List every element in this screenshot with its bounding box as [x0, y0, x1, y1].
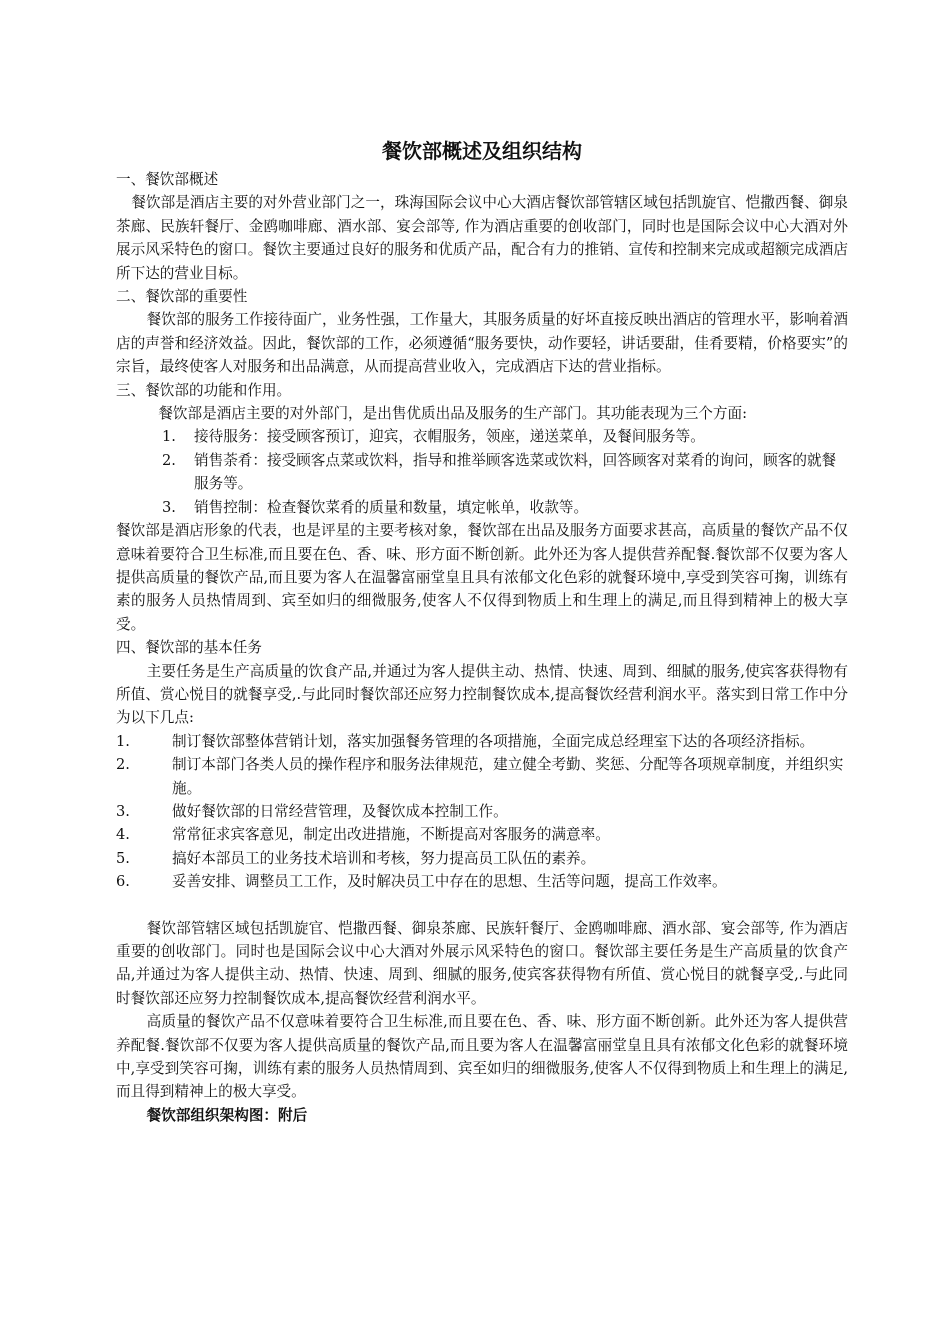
list-item: 4. 常常征求宾客意见，制定出改进措施，不断提高对客服务的满意率。 — [116, 826, 610, 844]
functions-intro: 餐饮部是酒店主要的对外部门，是出售优质出品及服务的生产部门。其功能表现为三个方面: — [158, 405, 747, 423]
closing-paragraph-1: 餐饮部管辖区域包括凯旋官、恺撒西餐、御泉茶廊、民族轩餐厅、金鸥咖啡廊、酒水部、宴会部等, 作为酒店重要的创收部门。同时也是国际会议中心大酒对外展示风采特色的窗口。餐饮部主要任务是生产高质量的饮食产品,并通过为客人提供主动、热情、快速、周到、细腻的服务,使宾客获得物有所值、赏心悦目的就餐享受,.与此同时餐饮部还应努力控制餐饮成本,提高餐饮经营利润水平。 — [116, 919, 848, 1007]
list-item: 3. 做好餐饮部的日常经营管理，及餐饮成本控制工作。 — [116, 802, 508, 820]
section-heading-tasks: 四、餐饮部的基本任务 — [116, 639, 262, 657]
functions-paragraph: 餐饮部是酒店形象的代表，也是评星的主要考核对象，餐饮部在出品及服务方面要求甚高，高质量的餐饮产品不仅意味着要符合卫生标准,而且要在色、香、味、形方面不断创新。此外还为客人提供营养配餐.餐饮部不仅要为客人提供高质量的餐饮产品,而且要为客人在温馨富丽堂皇且具有浓郁文化色彩的就餐环境中,享受到笑容可掬，训练有素的服务人员热情周到、宾至如归的细微服务,使客人不仅得到物质上和生理上的满足,而且得到精神上的极大享受。 — [116, 522, 848, 633]
overview-paragraph: 餐饮部是酒店主要的对外营业部门之一，珠海国际会议中心大酒店餐饮部管辖区域包括凯旋官、恺撒西餐、御泉茶廊、民族轩餐厅、金鸥咖啡廊、酒水部、宴会部等, 作为酒店重要的创收部门，同时也是国际会议中心大酒对外展示风采特色的窗口。餐饮主要通过良好的服务和优质产品，配合有力的推销、宣传和控制来完成或超额完成酒店所下达的营业目标。 — [116, 194, 848, 282]
org-chart-note: 餐饮部组织架构图：附后 — [146, 1106, 308, 1124]
list-item: 6. 妥善安排、调整员工工作，及时解决员工中存在的思想、生活等问题，提高工作效率。 — [116, 873, 727, 891]
page-title: 餐饮部概述及组织结构 — [382, 139, 582, 163]
spacer — [116, 894, 848, 917]
list-item: 5. 搞好本部员工的业务技术培训和考核，努力提高员工队伍的素养。 — [116, 849, 596, 867]
section-heading-importance: 二、餐饮部的重要性 — [116, 288, 248, 306]
functions-list — [116, 425, 848, 519]
tasks-list — [116, 730, 848, 894]
list-item: 2. 销售荼肴：接受顾客点菜或饮料，指导和推举顾客选菜或饮料，回答顾客对菜肴的询问，顾客的就餐服务等。 — [162, 451, 837, 493]
list-item: 3. 销售控制：检查餐饮菜肴的质量和数量，填定帐单，收款等。 — [162, 498, 589, 516]
section-heading-overview: 一、餐饮部概述 — [116, 171, 219, 188]
closing-paragraph-2: 高质量的餐饮产品不仅意味着要符合卫生标准,而且要在色、香、味、形方面不断创新。此外还为客人提供营养配餐.餐饮部不仅要为客人提供高质量的餐饮产品,而且要为客人在温馨富丽堂皇且具有浓郁文化色彩的就餐环境中,享受到笑容可掬，训练有素的服务人员热情周到、宾至如归的细微服务,使客人不仅得到物质上和生理上的满足,而且得到精神上的极大享受。 — [116, 1013, 848, 1101]
list-item: 2. 制订本部门各类人员的操作程序和服务法律规范，建立健全考勤、奖惩、分配等各项规章制度，并组织实施。 — [116, 756, 844, 797]
tasks-intro: 主要任务是生产高质量的饮食产品,并通过为客人提供主动、热情、快速、周到、细腻的服务,使宾客获得物有所值、赏心悦目的就餐享受,.与此同时餐饮部还应努力控制餐饮成本,提高餐饮经营利润水平。落实到日常工作中分为以下几点: — [116, 662, 848, 727]
importance-paragraph: 餐饮部的服务工作接待面广，业务性强，工作量大，其服务质量的好坏直接反映出酒店的管理水平，影响着酒店的声誉和经济效益。因此，餐饮部的工作，必须遵循“服务要快，动作要轻，讲话要甜，佳肴要精，价格要实”的宗旨，最终使客人对服务和出品满意，从而提高营业收入，完成酒店下达的营业指标。 — [116, 311, 848, 376]
list-item: 1. 接待服务：接受顾客预订，迎宾，衣帽服务，领座，递送菜单，及餐间服务等。 — [162, 428, 705, 446]
document-page — [116, 130, 848, 1127]
section-heading-functions: 三、餐饮部的功能和作用。 — [116, 381, 292, 399]
list-item: 1. 制订餐饮部整体营销计划，落实加强餐务管理的各项措施，全面完成总经理室下达的各项经济指标。 — [116, 732, 815, 750]
